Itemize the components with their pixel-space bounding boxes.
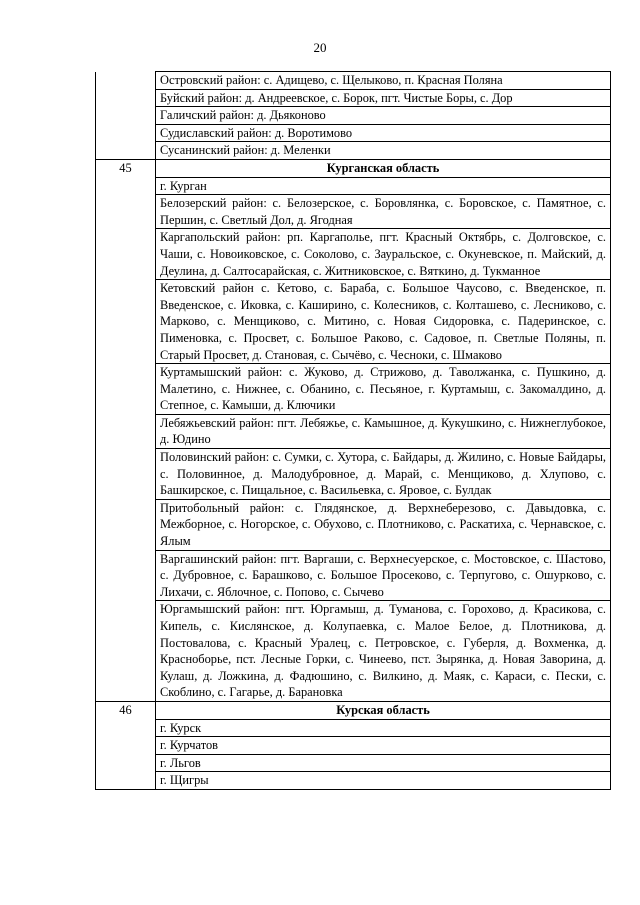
number-cell xyxy=(96,124,156,142)
settlement-cell: Сусанинский район: д. Меленки xyxy=(156,142,611,160)
settlement-cell: Островский район: с. Адищево, с. Щелыково, п. Красная Поляна xyxy=(156,72,611,90)
number-cell xyxy=(96,737,156,755)
table-row xyxy=(96,89,611,107)
settlement-cell: Буйский район: д. Андреевское, с. Борок, пгт. Чистые Боры, с. Дор xyxy=(156,89,611,107)
table-row xyxy=(96,550,611,601)
settlement-cell: г. Щигры xyxy=(156,772,611,790)
number-cell xyxy=(96,414,156,448)
table-row xyxy=(96,142,611,160)
number-cell xyxy=(96,772,156,790)
settlement-cell: Половинский район: с. Сумки, с. Хутора, с. Байдары, д. Жилино, с. Новые Байдары, с. Половинное, д. Малодубровное, д. Марай, с. Менщиково, д. Хлупово, с. Башкирское, с. Пищальное, с. Васильевка, с. Яровое, с. Булдак xyxy=(156,449,611,500)
number-cell xyxy=(96,364,156,415)
number-cell xyxy=(96,107,156,125)
page-number: 20 xyxy=(313,40,327,55)
number-cell xyxy=(96,550,156,601)
settlement-cell: Белозерский район: с. Белозерское, с. Боровлянка, с. Боровское, с. Памятное, с. Першин, с. Светлый Дол, д. Ягодная xyxy=(156,195,611,229)
settlement-cell: Куртамышский район: с. Жуково, д. Стрижово, д. Таволжанка, с. Пушкино, д. Малетино, с. Нижнее, с. Обанино, с. Песьяное, г. Куртамыш, с. Закомалдино, д. Степное, с. Камыши, д. Ключики xyxy=(156,364,611,415)
table-row xyxy=(96,601,611,702)
number-cell xyxy=(96,72,156,90)
settlement-cell: Каргапольский район: рп. Каргаполье, пгт. Красный Октябрь, с. Долговское, с. Чаши, с. Новоиковское, с. Соколово, с. Зауральское, с. Окуневское, п. Майский, д. Деулина, д. Салтосарайская, с. Житниковское, с. Вяткино, д. Тукманное xyxy=(156,229,611,280)
number-cell xyxy=(96,89,156,107)
settlements-table xyxy=(95,71,611,790)
table-row xyxy=(96,280,611,364)
number-cell xyxy=(96,229,156,280)
number-cell xyxy=(96,195,156,229)
table-row xyxy=(96,195,611,229)
region-number: 45 xyxy=(96,159,156,177)
number-cell xyxy=(96,719,156,737)
region-name: Курская область xyxy=(156,701,611,719)
region-name: Курганская область xyxy=(156,159,611,177)
settlement-cell: Варгашинский район: пгт. Варгаши, с. Верхнесуерское, с. Мостовское, с. Шастово, с. Дубровное, с. Барашково, с. Большое Просеково, с. Терпугово, с. Ошурково, с. Лихачи, с. Яблочное, с. Попово, с. Сычево xyxy=(156,550,611,601)
settlement-cell: г. Курган xyxy=(156,177,611,195)
settlement-cell: г. Льгов xyxy=(156,754,611,772)
settlement-cell: Галичский район: д. Дьяконово xyxy=(156,107,611,125)
settlement-cell: Лебяжьевский район: пгт. Лебяжье, с. Камышное, д. Кукушкино, с. Нижнеглубокое, д. Юдино xyxy=(156,414,611,448)
number-cell xyxy=(96,754,156,772)
table-row xyxy=(96,72,611,90)
number-cell xyxy=(96,499,156,550)
number-cell xyxy=(96,449,156,500)
settlement-cell: Юргамышский район: пгт. Юргамыш, д. Туманова, с. Горохово, д. Красикова, с. Кипель, с. Кислянское, д. Колупаевка, с. Малое Белое, д. Плотникова, д. Постовалова, с. Красный Уралец, с. Петровское, с. Губерля, д. Вохменка, д. Красноборье, пст. Лесные Горки, с. Чинеево, пст. Зырянка, д. Новая Заворина, д. Кулаш, д. Ложкина, д. Фадюшино, с. Вилкино, д. Маяк, с. Караси, с. Пески, с. Скоблино, с. Гагарье, д. Барановка xyxy=(156,601,611,702)
table-row xyxy=(96,772,611,790)
table-row xyxy=(96,107,611,125)
number-cell xyxy=(96,280,156,364)
table-row xyxy=(96,499,611,550)
table-row xyxy=(96,737,611,755)
settlement-cell: Судиславский район: д. Воротимово xyxy=(156,124,611,142)
number-cell xyxy=(96,601,156,702)
table-row xyxy=(96,124,611,142)
settlement-cell: Кетовский район с. Кетово, с. Бараба, с. Большое Чаусово, с. Введенское, п. Введенское, с. Иковка, с. Каширино, с. Колесников, с. Колташево, с. Лесниково, с. Марково, с. Менщиково, с. Митино, с. Новая Сидоровка, с. Падеринское, с. Пименовка, с. Просвет, с. Большое Раково, с. Садовое, п. Светлые Поляны, п. Старый Просвет, д. Становая, с. Сычёво, с. Чесноки, с. Шмаково xyxy=(156,280,611,364)
table-row xyxy=(96,229,611,280)
table-row xyxy=(96,754,611,772)
region-number: 46 xyxy=(96,701,156,719)
table-row xyxy=(96,414,611,448)
number-cell xyxy=(96,142,156,160)
region-header-row xyxy=(96,701,611,719)
number-cell xyxy=(96,177,156,195)
region-header-row xyxy=(96,159,611,177)
table-row xyxy=(96,449,611,500)
table-row xyxy=(96,364,611,415)
settlement-cell: Притобольный район: с. Глядянское, д. Верхнеберезово, с. Давыдовка, с. Межборное, с. Ногорское, с. Обухово, с. Плотниково, с. Раскатиха, с. Чернавское, с. Ялым xyxy=(156,499,611,550)
table-row xyxy=(96,177,611,195)
settlement-cell: г. Курчатов xyxy=(156,737,611,755)
table-row xyxy=(96,719,611,737)
settlement-cell: г. Курск xyxy=(156,719,611,737)
